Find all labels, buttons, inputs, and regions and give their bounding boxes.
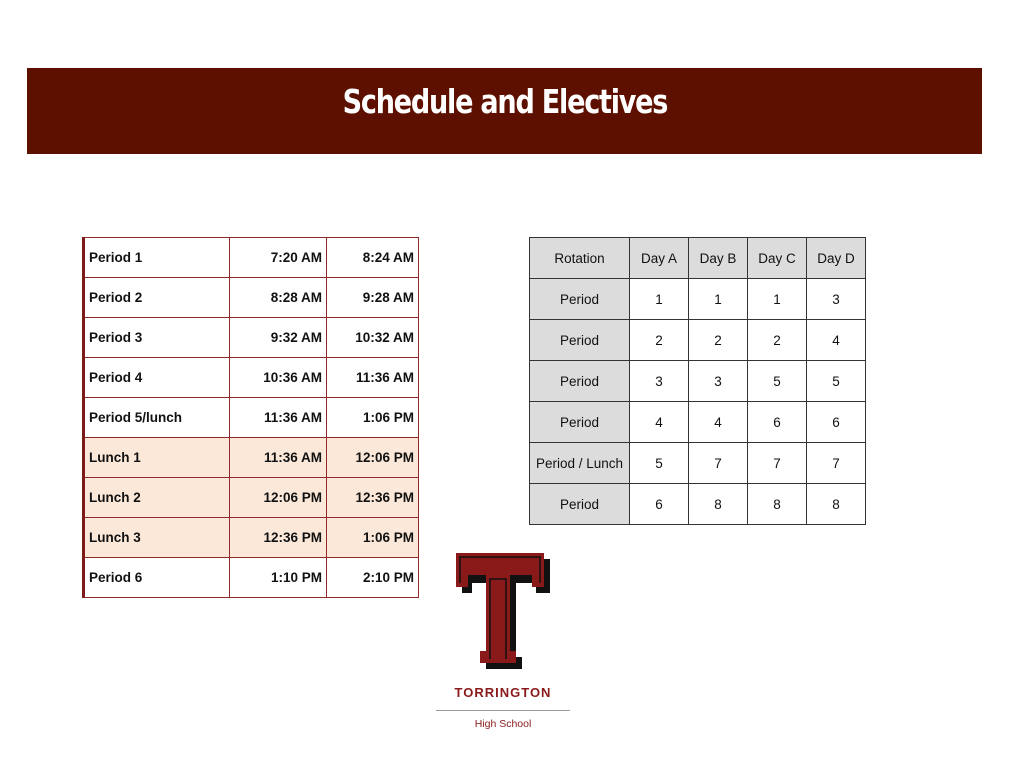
rotation-period-cell: 7 <box>807 443 866 484</box>
period-label: Lunch 1 <box>84 438 230 478</box>
rotation-period-cell: 5 <box>748 361 807 402</box>
rotation-period-cell: 5 <box>807 361 866 402</box>
schedule-row <box>84 238 419 278</box>
rotation-header-cell: Day C <box>748 238 807 279</box>
schedule-row <box>84 478 419 518</box>
rotation-period-cell: 8 <box>689 484 748 525</box>
bell-schedule-table <box>82 237 419 598</box>
schedule-row <box>84 358 419 398</box>
logo-school-name: TORRINGTON <box>454 685 552 700</box>
rotation-period-cell: 8 <box>807 484 866 525</box>
rotation-period-cell: 3 <box>807 279 866 320</box>
rotation-period-cell: 4 <box>630 402 689 443</box>
schedule-row <box>84 438 419 478</box>
rotation-row <box>530 402 866 443</box>
rotation-period-cell: 2 <box>630 320 689 361</box>
rotation-period-cell: 2 <box>748 320 807 361</box>
period-label: Period 1 <box>84 238 230 278</box>
schedule-row <box>84 518 419 558</box>
rotation-row <box>530 484 866 525</box>
rotation-period-cell: 7 <box>748 443 807 484</box>
rotation-period-cell: 6 <box>807 402 866 443</box>
logo-subtitle: High School <box>474 718 532 730</box>
rotation-period-cell: 6 <box>748 402 807 443</box>
rotation-period-cell: 5 <box>630 443 689 484</box>
rotation-period-cell: 7 <box>689 443 748 484</box>
rotation-period-cell: 3 <box>689 361 748 402</box>
logo-divider <box>436 710 570 711</box>
period-label: Period 5/lunch <box>84 398 230 438</box>
rotation-row-label: Period / Lunch <box>530 443 630 484</box>
schedule-row <box>84 318 419 358</box>
start-time: 11:36 AM <box>230 398 327 438</box>
rotation-period-cell: 2 <box>689 320 748 361</box>
rotation-header-row <box>530 238 866 279</box>
rotation-row <box>530 320 866 361</box>
start-time: 1:10 PM <box>230 558 327 598</box>
rotation-row-label: Period <box>530 484 630 525</box>
period-label: Period 3 <box>84 318 230 358</box>
end-time: 12:06 PM <box>327 438 419 478</box>
start-time: 7:20 AM <box>230 238 327 278</box>
start-time: 12:36 PM <box>230 518 327 558</box>
page-title: Schedule and Electives <box>342 81 667 121</box>
start-time: 8:28 AM <box>230 278 327 318</box>
rotation-row-label: Period <box>530 279 630 320</box>
schedule-row <box>84 558 419 598</box>
end-time: 8:24 AM <box>327 238 419 278</box>
rotation-period-cell: 6 <box>630 484 689 525</box>
rotation-period-cell: 1 <box>630 279 689 320</box>
rotation-row-label: Period <box>530 320 630 361</box>
end-time: 2:10 PM <box>327 558 419 598</box>
rotation-period-cell: 8 <box>748 484 807 525</box>
end-time: 1:06 PM <box>327 398 419 438</box>
period-label: Lunch 3 <box>84 518 230 558</box>
end-time: 11:36 AM <box>327 358 419 398</box>
end-time: 1:06 PM <box>327 518 419 558</box>
rotation-row <box>530 361 866 402</box>
rotation-period-cell: 4 <box>689 402 748 443</box>
rotation-period-cell: 1 <box>748 279 807 320</box>
rotation-period-cell: 3 <box>630 361 689 402</box>
rotation-header-cell: Day D <box>807 238 866 279</box>
rotation-period-cell: 4 <box>807 320 866 361</box>
torrington-t-logo-icon <box>456 553 550 669</box>
schedule-row <box>84 278 419 318</box>
rotation-period-cell: 1 <box>689 279 748 320</box>
start-time: 10:36 AM <box>230 358 327 398</box>
schedule-row <box>84 398 419 438</box>
start-time: 9:32 AM <box>230 318 327 358</box>
end-time: 10:32 AM <box>327 318 419 358</box>
rotation-row-label: Period <box>530 402 630 443</box>
period-label: Period 4 <box>84 358 230 398</box>
period-label: Period 2 <box>84 278 230 318</box>
rotation-row <box>530 443 866 484</box>
rotation-row-label: Period <box>530 361 630 402</box>
end-time: 12:36 PM <box>327 478 419 518</box>
rotation-header-cell: Rotation <box>530 238 630 279</box>
rotation-header-cell: Day A <box>630 238 689 279</box>
start-time: 12:06 PM <box>230 478 327 518</box>
school-logo <box>436 553 570 733</box>
period-label: Period 6 <box>84 558 230 598</box>
title-banner <box>27 68 982 154</box>
rotation-table <box>529 237 866 525</box>
end-time: 9:28 AM <box>327 278 419 318</box>
rotation-header-cell: Day B <box>689 238 748 279</box>
start-time: 11:36 AM <box>230 438 327 478</box>
rotation-row <box>530 279 866 320</box>
period-label: Lunch 2 <box>84 478 230 518</box>
